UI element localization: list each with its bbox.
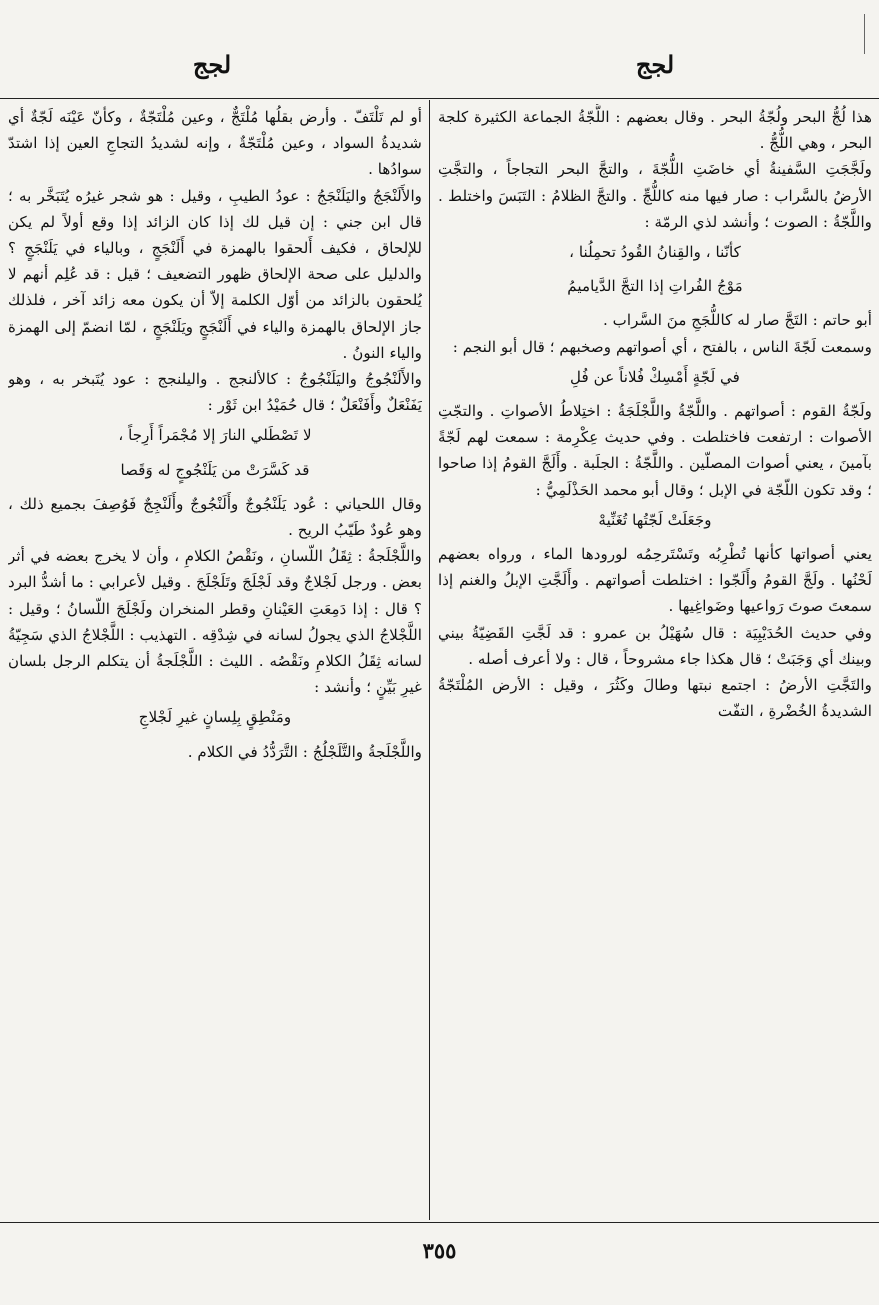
paragraph: أبو حاتم : التَجَّ صار له كاللُّجَجِ منَ السَّراب . [602,311,872,330]
verse-line: كأنّنا ، والقِنانُ القُودُ تحمِلُنا ، [569,243,741,262]
paragraph: وفي حديث الحُدَيْبِيَة : قال سُهَيْلُ بن عمرو : قد لَجَّتِ القَضِيّةُ بيني وبينك أي وَجَبَتْ ؛ قال هكذا جاء مشروحاً ، قال : ولا أعرف أصله . [438,623,872,668]
paragraph: والأَلَنْجُوجُ واليَلَنْجُوجُ : كالألنجج . واليلنجج : عود يُتَبخر به ، وهو يَفَنْعَلٌ وأَفَنْعَلٌ ؛ قال حُمَيْدُ ابن ثَوْر : [8,370,422,415]
margin-mark [864,14,865,54]
paragraph: ولَجّةُ القوم : أصواتهم . واللَّجّةُ واللَّجْلَجَةُ : اختِلاطُ الأصواتِ . والتجّتِ الأصوات : ارتفعت فاختلطت . وفي حديث عِكْرِمة : سمعت لهم لَجّةً بآمينَ ، يعني أصوات المصلّين . واللَّجّةُ : الجلَبة . وأَلَجَّ القومُ إذا صاحوا ؛ وقد تكون اللّجّة في الإبل ؛ وقال أبو محمد الحَذْلَمِيُّ : [438,402,872,499]
right-column [438,104,872,1216]
verse-line: لا تَصْطَلي النارَ إلا مُجْمَراً أَرِجاً ، [118,426,312,445]
paragraph: والأَلَنْجَجُ واليَلَنْجَجُ : عودُ الطيبِ ، وقيل : هو شجر غيرُه يُتَبَخَّر به ؛ قال ابن جني : إن قيل لك إذا كان الزائد إذا وقع أولاً لم يكن للإلحاق ، فكيف أَلحقوا بالهمزة في أَلَنْجَجٍ ، وبالياء في يَلَنْجَجٍ ؟ والدليل على صحة الإلحاق ظهور التضعيف ؛ قيل : قد عُلِم أنهم لا يُلحقون بالزائد من أوّل الكلمة إلاّ أن يكون معه زائد آخر ، فلذلك جاز الإلحاق بالهمزة والياء في أَلَنْجَجٍ ويَلَنْجَجٍ ، لمّا انضمّ إلى الهمزة والياء النونُ . [8,186,422,362]
paragraph: وسمعت لَجّةَ الناس ، بالفتح ، أي أصواتهم وصخبهم ؛ قال أبو النجم : [452,337,872,356]
paragraph: ولَجَّجَتِ السَّفينةُ أي خاضَتِ اللُّجّةَ ، والتجَّ البحر التجاجاً ، والتجَّتِ الأرضُ بالسَّراب : صار فيها منه كاللُّجِّ . والتجَّ الظلامُ : التَبَسَ واختلط . واللَّجّةُ : الصوت ؛ وأنشد لذي الرمّة : [438,160,872,231]
verse-line: في لَجّةٍ أَمْسِكْ فُلاناً عن فُلِ [570,367,740,386]
running-header-left: لجج [192,50,232,79]
left-column [8,104,422,1216]
page-number: ٣٥٥ [422,1238,457,1263]
paragraph: والتَجَّتِ الأرضُ : اجتمع نبتها وطالَ وكَثُرَ ، وقيل : الأرض المُلْتَجّةُ الشديدةُ الخُضْرةِ ، التفّت [438,676,872,721]
verse-line: ومَنْطِقٍ بِلِسانٍ غيرِ لَجْلاجِ [138,708,292,727]
verse-line: وجَعَلَتْ لَجّتُها تُغَنِّيهْ [598,510,712,529]
paragraph: واللَّجْلَجةُ : ثِقَلُ اللّسانِ ، ونَقْصُ الكلامِ ، وأن لا يخرج بعضه في أثر بعض . ورجل لَجْلاجٌ وقد لَجْلَجَ وتَلَجْلَجَ . وقيل لأعرابي : ما أشدُّ البرد ؟ قال : إذا دَمِعَتِ العَيْنانِ وقطر المنخران ولَجْلَجَ اللّسانُ ؛ وقيل : اللَّجْلاجُ الذي يجولُ لسانه في شِدْقِه . التهذيب : اللَّجْلاجُ الذي سَجِيّةُ لسانه ثِقَلُ الكلامِ ونَقْصُه . الليث : اللَّجْلَجةُ أن يتكلم الرجل بلسان غيرِ بَيِّنٍ ؛ وأنشد : [8,547,422,697]
paragraph: وقال اللحياني : عُود يَلَنْجُوجٌ وأَلَنْجُوجٌ وأَلَنْجِجٌ فَوُصِفَ بجميع ذلك ، وهو عُودٌ طَيّبُ الريح . [8,494,422,540]
footer-rule [0,1222,879,1223]
paragraph: يعني أصواتها كأنها تُطْرِبُه وتَسْتَرحِمُه لورودها الماء ، ورواه بعضهم لَحْنُها . ولَجَّ القومُ وأَلَجّوا : اختلطت أصواتهم . وأَلَجَّتِ الإبلُ والغنم إذا سمعتَ صوتَ رَواعيها وضَواغِيها . [438,545,872,616]
verse-line: مَوْجُ الفُراتِ إذا التجَّ الدَّياميمُ [567,277,743,296]
verse-line: قد كَسَّرَتْ من يَلَنْجُوجٍ له وَقَصا [120,460,310,479]
paragraph: واللَّجْلَجةُ والتَّلَجْلُجُ : التَّرَدُّدُ في الكلام . [187,742,422,761]
column-divider [429,100,430,1220]
paragraph: أو لم تَلْتَفّ . وأرض بقلُها مُلْتَجٌّ ، وعين مُلْتَجّةٌ ، وكأنّ عَيْنَه لَجّةٌ أي شديدةُ السواد ، وعين مُلْتَجّةٌ ، وإنه لشديدُ التجاجِ العين إذا اشتدّ سوادُها . [8,108,422,179]
header-rule [0,98,879,99]
paragraph: هذا لُجُّ البحر ولُجّةُ البحر . وقال بعضهم : اللُّجّةُ الجماعة الكثيرة كلجة البحر ، وهي اللُّجُّ . [438,108,872,153]
running-header-right: لجج [635,50,675,79]
